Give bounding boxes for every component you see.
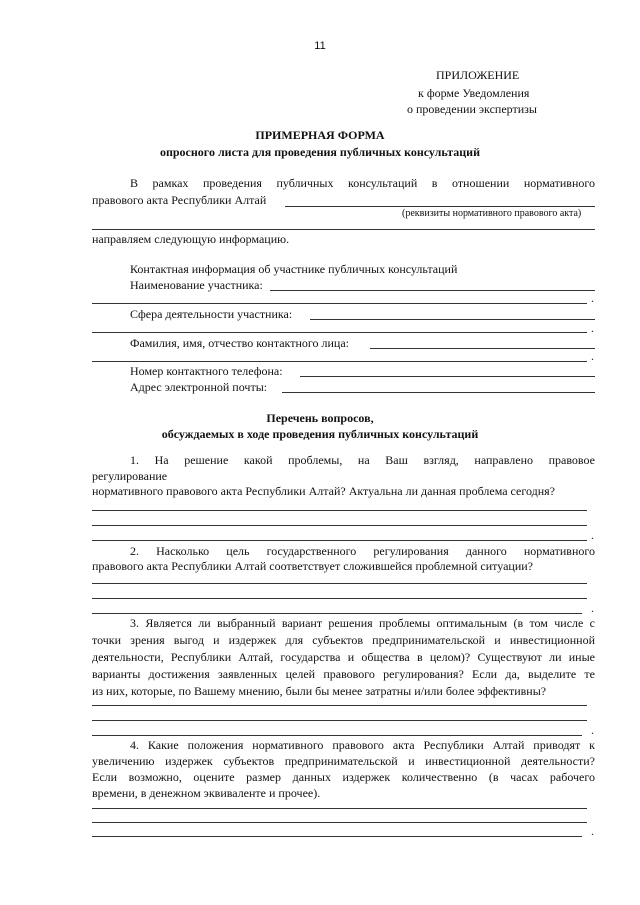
period-mark: . <box>591 824 594 838</box>
answer-4-field-2[interactable] <box>92 822 587 823</box>
intro-line-2: правового акта Республики Алтай <box>92 193 267 207</box>
activity-sphere-label: Сфера деятельности участника: <box>130 307 293 321</box>
phone-label: Номер контактного телефона: <box>130 364 283 378</box>
email-label: Адрес электронной почты: <box>130 380 268 394</box>
period-mark: . <box>591 723 594 737</box>
question-1-line-3: нормативного правового акта Республики Алтай? Актуальна ли данная проблема сегодня? <box>92 484 555 498</box>
question-3-line-3: деятельности, Республики Алтай, государства и общества в целом)? Существуют ли иные <box>92 650 595 664</box>
answer-3-field-1[interactable] <box>92 705 587 706</box>
answer-1-field-1[interactable] <box>92 510 587 511</box>
requisites-hint: (реквизиты нормативного правового акта) <box>402 208 582 219</box>
form-subtitle: опросного листа для проведения публичных консультаций <box>159 145 481 159</box>
contact-person-field[interactable] <box>370 348 595 349</box>
answer-2-field-1[interactable] <box>92 583 587 584</box>
answer-2-field-2[interactable] <box>92 598 587 599</box>
question-2-line-1: 2. Насколько цель государственного регулирования данного нормативного <box>130 544 595 558</box>
answer-4-field-3[interactable] <box>92 836 582 837</box>
question-3-line-1: 3. Является ли выбранный вариант решения проблемы оптимальным (в том числе с <box>130 616 595 630</box>
period-mark: . <box>591 528 594 542</box>
appendix-label: ПРИЛОЖЕНИЕ <box>436 68 520 82</box>
appendix-line-2: о проведении экспертизы <box>407 102 537 116</box>
intro-line-1: В рамках проведения публичных консультаций в отношении нормативного <box>130 176 595 190</box>
question-3-line-5: из них, которые, по Вашему мнению, были бы менее затратны и/или более эффективны? <box>92 684 547 698</box>
questions-heading-1: Перечень вопросов, <box>266 411 374 425</box>
answer-3-field-2[interactable] <box>92 720 587 721</box>
question-3-line-2: точки зрения выгод и издержек для субъектов предпринимательской и инвестиционной <box>92 633 595 647</box>
question-4-line-4: времени, в денежном эквиваленте и прочее). <box>92 786 321 800</box>
period-mark: . <box>591 349 594 363</box>
requisites-field[interactable] <box>285 206 595 207</box>
email-field[interactable] <box>282 392 595 393</box>
period-mark: . <box>591 291 594 305</box>
question-4-line-1: 4. Какие положения нормативного правового акта Республики Алтай приводят к <box>130 738 595 752</box>
question-4-line-2: увеличению издержек субъектов предпринимательской и инвестиционной деятельности? <box>92 754 595 768</box>
period-mark: . <box>591 321 594 335</box>
form-title: ПРИМЕРНАЯ ФОРМА <box>255 128 385 142</box>
participant-name-field[interactable] <box>270 290 595 291</box>
contact-person-label: Фамилия, имя, отчество контактного лица: <box>130 336 349 350</box>
period-mark: . <box>591 601 594 615</box>
participant-name-label: Наименование участника: <box>130 278 263 292</box>
contact-person-field-2[interactable] <box>92 361 587 362</box>
answer-4-field-1[interactable] <box>92 808 587 809</box>
requisites-field-2[interactable] <box>92 229 595 230</box>
appendix-line-1: к форме Уведомления <box>418 86 530 100</box>
answer-2-field-3[interactable] <box>92 613 582 614</box>
answer-3-field-3[interactable] <box>92 735 582 736</box>
intro-line-3: направляем следующую информацию. <box>92 232 290 246</box>
activity-sphere-field[interactable] <box>310 319 595 320</box>
questions-heading-2: обсуждаемых в ходе проведения публичных консультаций <box>161 427 479 441</box>
question-1-line-1: 1. На решение какой проблемы, на Ваш взгляд, направлено правовое <box>130 453 595 467</box>
question-2-line-2: правового акта Республики Алтай соответствует сложившейся проблемной ситуации? <box>92 559 534 573</box>
question-1-line-2: регулирование <box>92 469 168 483</box>
contact-heading: Контактная информация об участнике публичных консультаций <box>130 262 458 276</box>
phone-field[interactable] <box>300 376 595 377</box>
activity-sphere-field-2[interactable] <box>92 332 587 333</box>
question-4-line-3: Если возможно, оцените размер данных издержек количественно (в часах рабочего <box>92 770 595 784</box>
participant-name-field-2[interactable] <box>92 303 587 304</box>
answer-1-field-2[interactable] <box>92 525 587 526</box>
page-number: 11 <box>314 40 326 52</box>
answer-1-field-3[interactable] <box>92 540 587 541</box>
question-3-line-4: варианты достижения заявленных целей правового регулирования? Если да, выделите те <box>92 667 595 681</box>
